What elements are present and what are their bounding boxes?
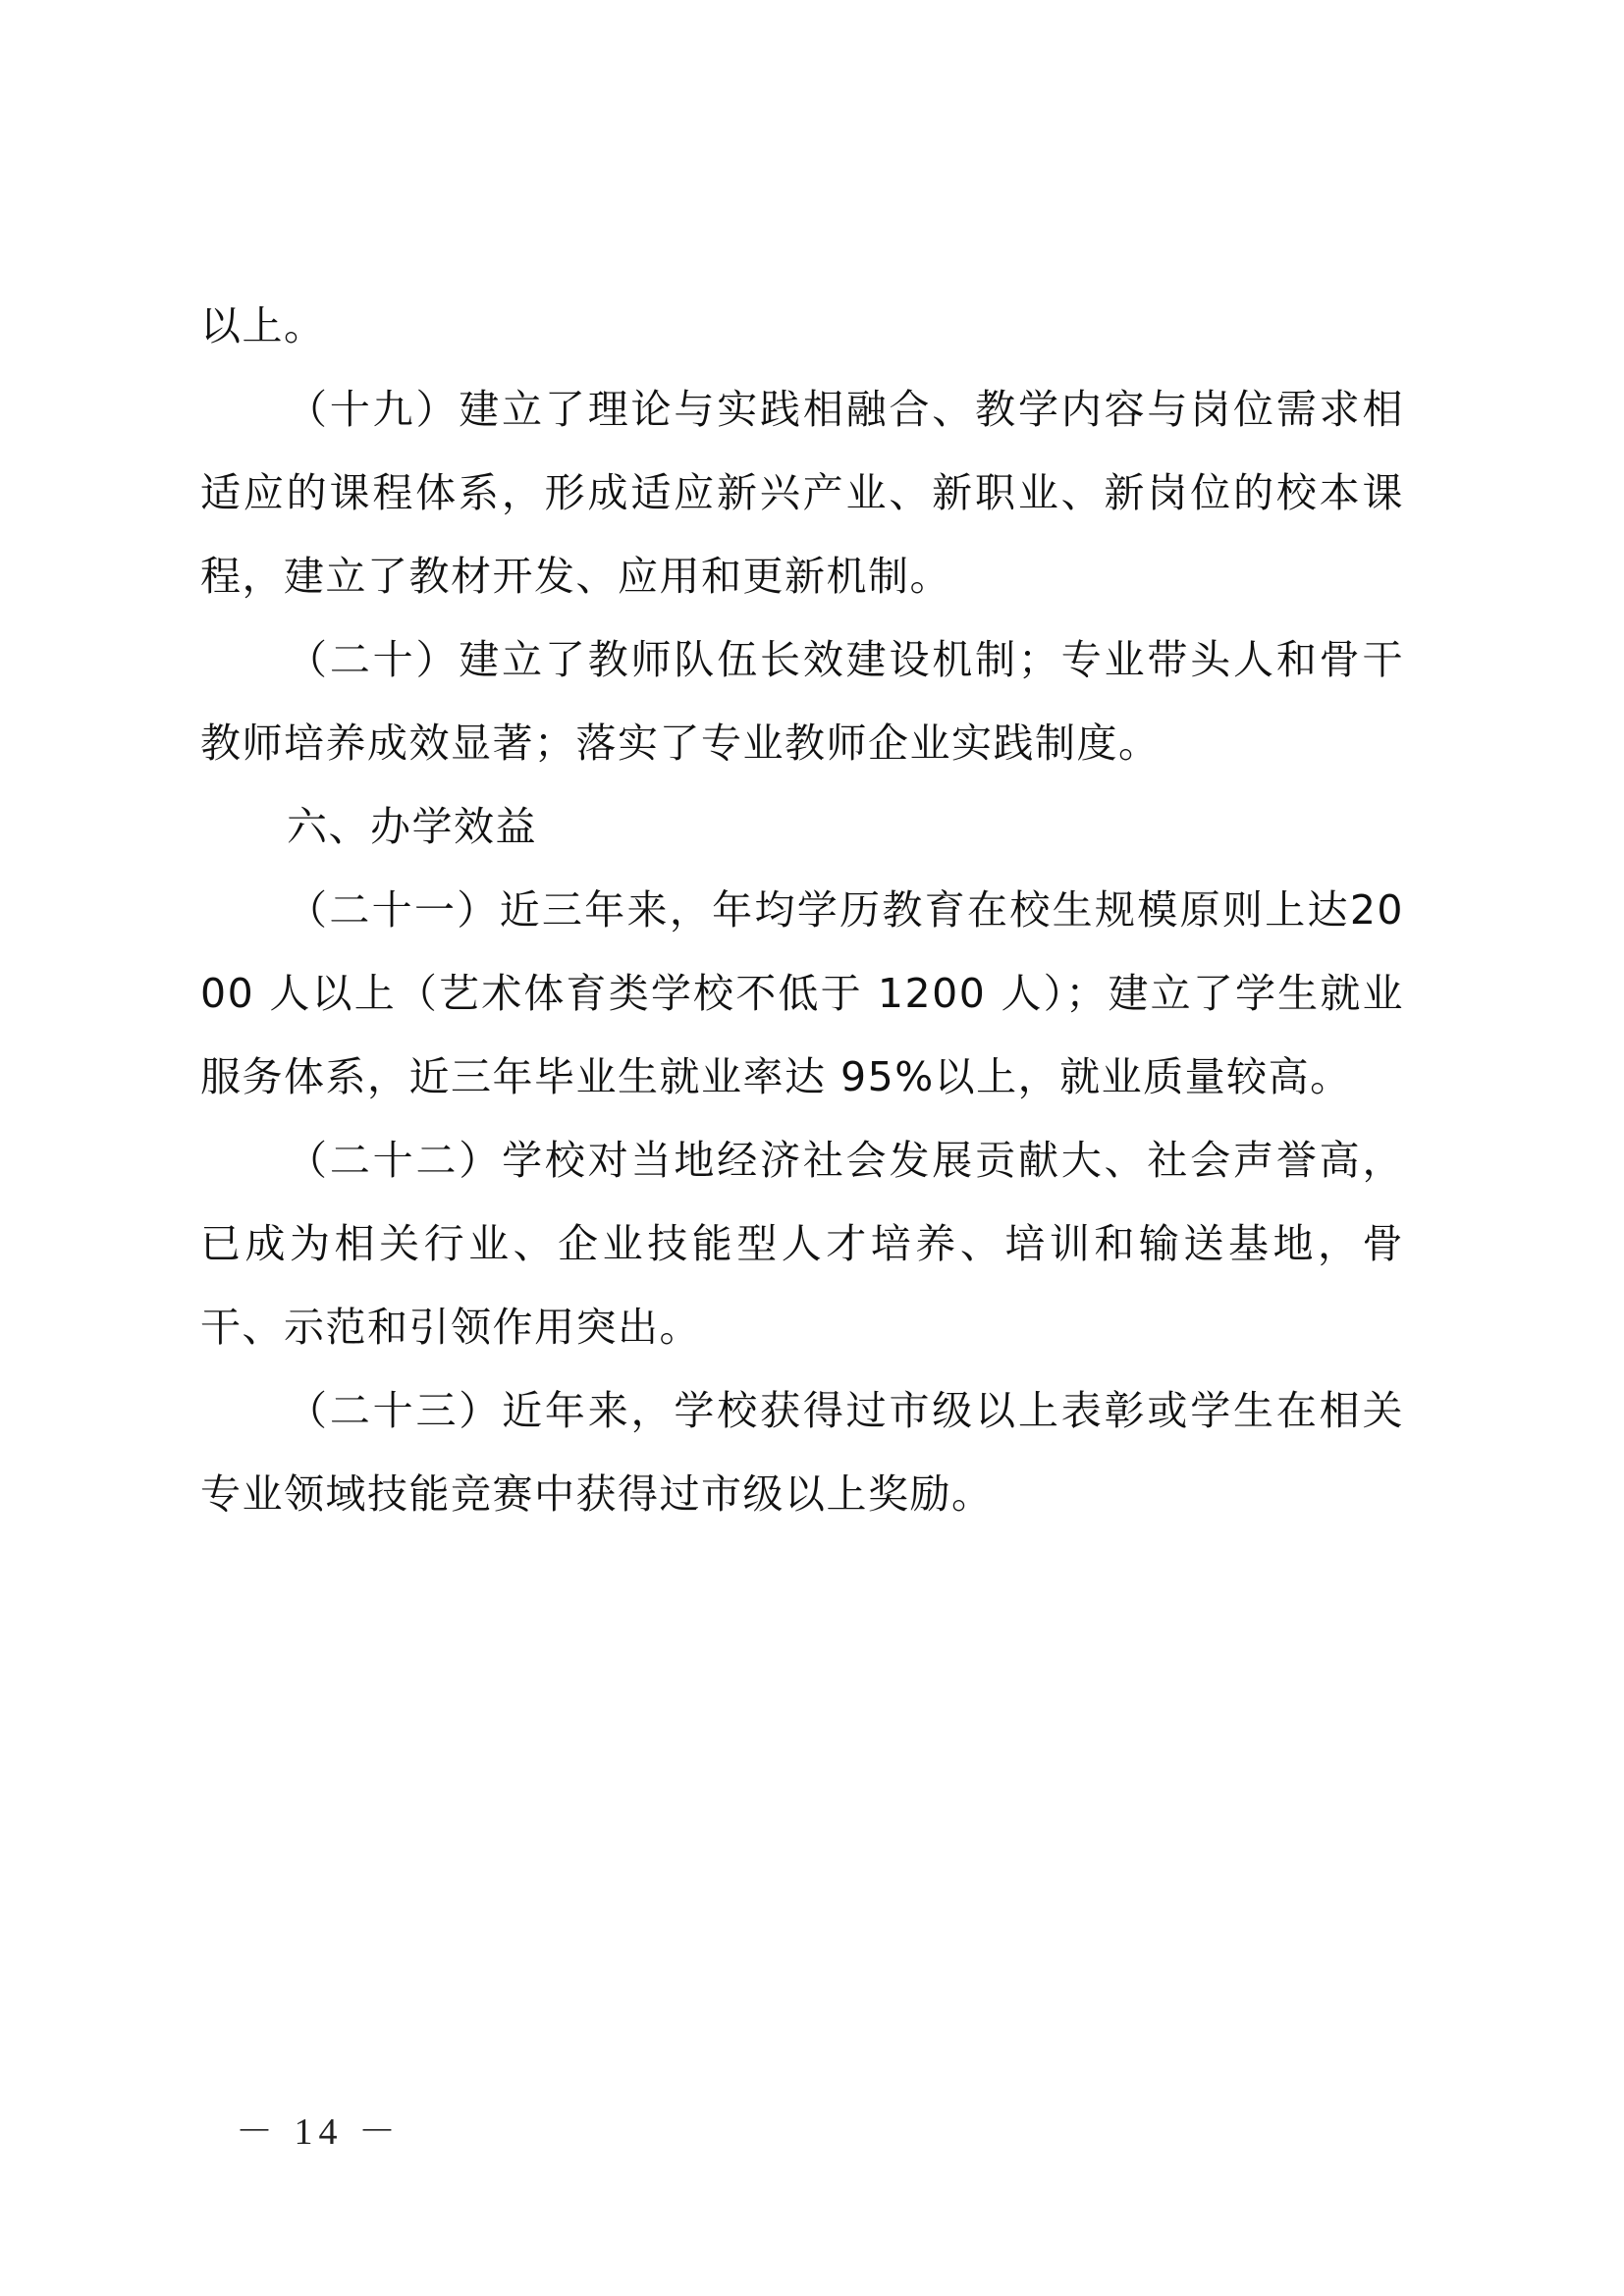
section-heading-6: 六、办学效益 <box>287 803 537 850</box>
paragraph-item-21: （二十一）近三年来，年均学历教育在校生规模原则上达2000 人以上（艺术体育类学校不低于 1200 人）；建立了学生就业服务体系，近三年毕业生就业率达 95%以上，就业质量较高。 <box>200 886 1404 1100</box>
paragraph-item-23: （二十三）近年来，学校获得过市级以上表彰或学生在相关专业领域技能竞赛中获得过市级以上奖励。 <box>200 1387 1404 1518</box>
paragraph-item-20: （二十）建立了教师队伍长效建设机制；专业带头人和骨干教师培养成效显著；落实了专业教师企业实践制度。 <box>200 636 1404 767</box>
paragraph-continuation: 以上。 <box>200 302 326 349</box>
paragraph-item-19: （十九）建立了理论与实践相融合、教学内容与岗位需求相适应的课程体系，形成适应新兴产业、新职业、新岗位的校本课程，建立了教材开发、应用和更新机制。 <box>200 386 1404 600</box>
page-number: － 14 － <box>236 2111 403 2153</box>
paragraph-item-22: （二十二）学校对当地经济社会发展贡献大、社会声誉高，已成为相关行业、企业技能型人才培养、培训和输送基地，骨干、示范和引领作用突出。 <box>200 1137 1404 1351</box>
document-body <box>200 285 1404 1536</box>
